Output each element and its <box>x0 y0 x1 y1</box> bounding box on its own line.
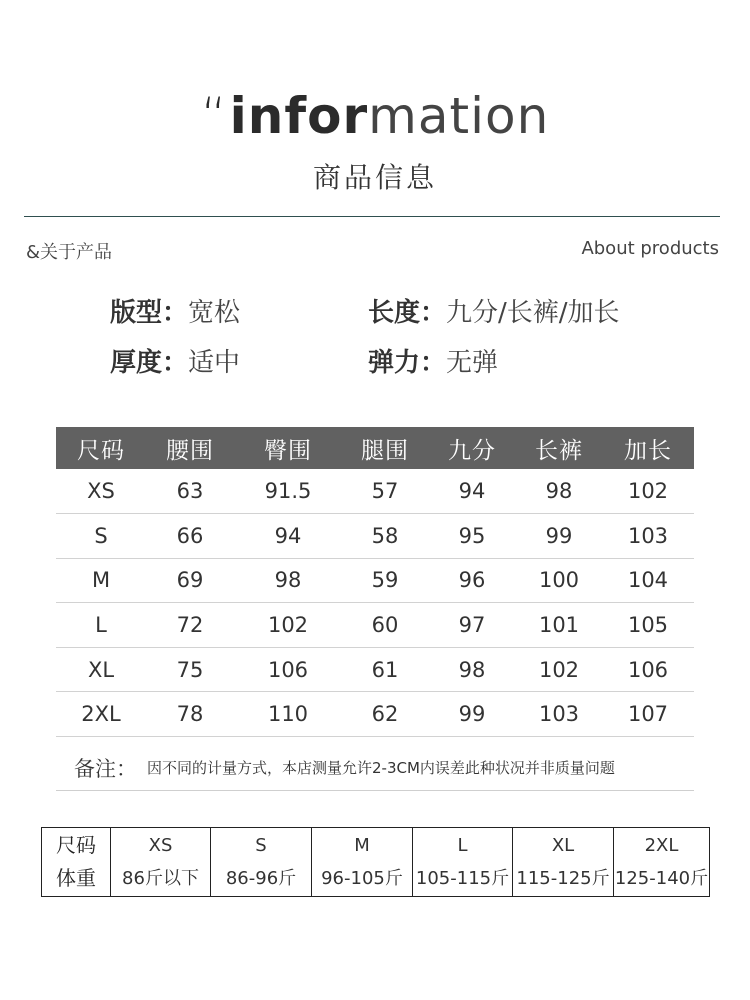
table-row <box>56 647 694 692</box>
table-cell: 58 <box>342 514 428 559</box>
table-cell: 59 <box>342 558 428 603</box>
attribute-thickness <box>110 342 240 379</box>
attribute-key: 厚度： <box>110 348 189 378</box>
attribute-value: 宽松 <box>188 298 241 328</box>
column-header-extra-long: 加长 <box>602 427 694 469</box>
weight-value: 96-105斤 <box>321 868 403 889</box>
attribute-value: 无弹 <box>446 348 499 378</box>
table-cell: 103 <box>516 692 602 737</box>
attribute-value: 九分/长裤/加长 <box>446 298 620 328</box>
table-cell: 95 <box>428 514 516 559</box>
table-row <box>56 558 694 603</box>
page-subtitle: 商品信息 <box>312 161 437 194</box>
table-cell: 66 <box>146 514 234 559</box>
attribute-key: 弹力： <box>368 348 447 378</box>
table-cell: 97 <box>428 603 516 648</box>
size-value: M <box>354 835 370 856</box>
table-cell: 107 <box>602 692 694 737</box>
attribute-key: 长度： <box>368 298 447 328</box>
table-cell: 100 <box>516 558 602 603</box>
attribute-fit <box>110 292 240 329</box>
weight-value: 86斤以下 <box>122 868 199 889</box>
measurement-note <box>56 745 694 791</box>
table-cell: 106 <box>602 647 694 692</box>
table-cell: 103 <box>602 514 694 559</box>
table-cell: S <box>56 514 146 559</box>
weight-chart-cell <box>211 828 312 897</box>
table-cell: 102 <box>234 603 342 648</box>
weight-chart-cell <box>614 828 710 897</box>
title-light-part: mation <box>368 87 550 145</box>
column-header-full-length: 长裤 <box>516 427 602 469</box>
table-cell: 91.5 <box>234 469 342 514</box>
table-cell: 99 <box>516 514 602 559</box>
weight-value: 125-140斤 <box>614 868 709 889</box>
column-header-size: 尺码 <box>56 427 146 469</box>
table-cell: 105 <box>602 603 694 648</box>
table-cell: 106 <box>234 647 342 692</box>
weight-value: 105-115斤 <box>415 868 510 889</box>
page-title <box>0 88 750 144</box>
weight-chart-cell <box>111 828 211 897</box>
size-label: 尺码 <box>56 833 96 857</box>
weight-value: 115-125斤 <box>516 868 610 889</box>
table-row <box>56 469 694 514</box>
size-value: XL <box>551 835 575 856</box>
table-cell: 60 <box>342 603 428 648</box>
table-cell: 78 <box>146 692 234 737</box>
attribute-value: 适中 <box>188 348 241 378</box>
table-cell: 2XL <box>56 692 146 737</box>
table-cell: 69 <box>146 558 234 603</box>
attribute-length <box>368 292 620 329</box>
table-cell: 98 <box>516 469 602 514</box>
weight-label: 体重 <box>56 866 96 890</box>
size-chart-header-row <box>56 427 694 469</box>
table-cell: 96 <box>428 558 516 603</box>
table-cell: XS <box>56 469 146 514</box>
table-cell: 62 <box>342 692 428 737</box>
table-cell: M <box>56 558 146 603</box>
table-row <box>56 603 694 648</box>
column-header-waist: 腰围 <box>146 427 234 469</box>
size-chart-table <box>56 427 694 737</box>
table-cell: 101 <box>516 603 602 648</box>
table-cell: 98 <box>428 647 516 692</box>
table-cell: 110 <box>234 692 342 737</box>
weight-chart-table <box>41 827 710 897</box>
title-bold-part: infor <box>229 87 369 145</box>
table-cell: 61 <box>342 647 428 692</box>
attribute-elasticity <box>368 342 498 379</box>
table-cell: L <box>56 603 146 648</box>
table-cell: 75 <box>146 647 234 692</box>
page-header <box>0 88 750 196</box>
weight-chart-cell <box>413 828 513 897</box>
table-cell: 63 <box>146 469 234 514</box>
section-label-cn: &关于产品 <box>26 242 113 263</box>
section-label-en: About products <box>581 238 719 259</box>
column-header-thigh: 腿围 <box>342 427 428 469</box>
table-cell: 57 <box>342 469 428 514</box>
table-cell: 98 <box>234 558 342 603</box>
size-value: L <box>457 835 468 856</box>
quote-mark: “ <box>200 87 228 145</box>
weight-chart-label-cell <box>42 828 111 897</box>
header-divider <box>24 216 720 217</box>
table-cell: 104 <box>602 558 694 603</box>
size-value: 2XL <box>644 835 679 856</box>
table-cell: 72 <box>146 603 234 648</box>
size-value: XS <box>148 835 173 856</box>
column-header-hip: 臀围 <box>234 427 342 469</box>
weight-chart-row <box>42 828 710 897</box>
weight-chart-cell <box>513 828 614 897</box>
table-cell: 102 <box>602 469 694 514</box>
table-cell: 94 <box>234 514 342 559</box>
table-cell: 102 <box>516 647 602 692</box>
column-header-ninth-length: 九分 <box>428 427 516 469</box>
table-cell: 99 <box>428 692 516 737</box>
table-cell: 94 <box>428 469 516 514</box>
weight-chart-cell <box>312 828 413 897</box>
attribute-key: 版型： <box>110 298 189 328</box>
weight-value: 86-96斤 <box>225 868 297 889</box>
note-label: 备注： <box>74 756 137 781</box>
table-row <box>56 514 694 559</box>
table-cell: XL <box>56 647 146 692</box>
note-text: 因不同的计量方式，本店测量允许2-3CM内误差此种状况并非质量问题 <box>147 759 615 777</box>
size-value: S <box>255 835 267 856</box>
table-row <box>56 692 694 737</box>
